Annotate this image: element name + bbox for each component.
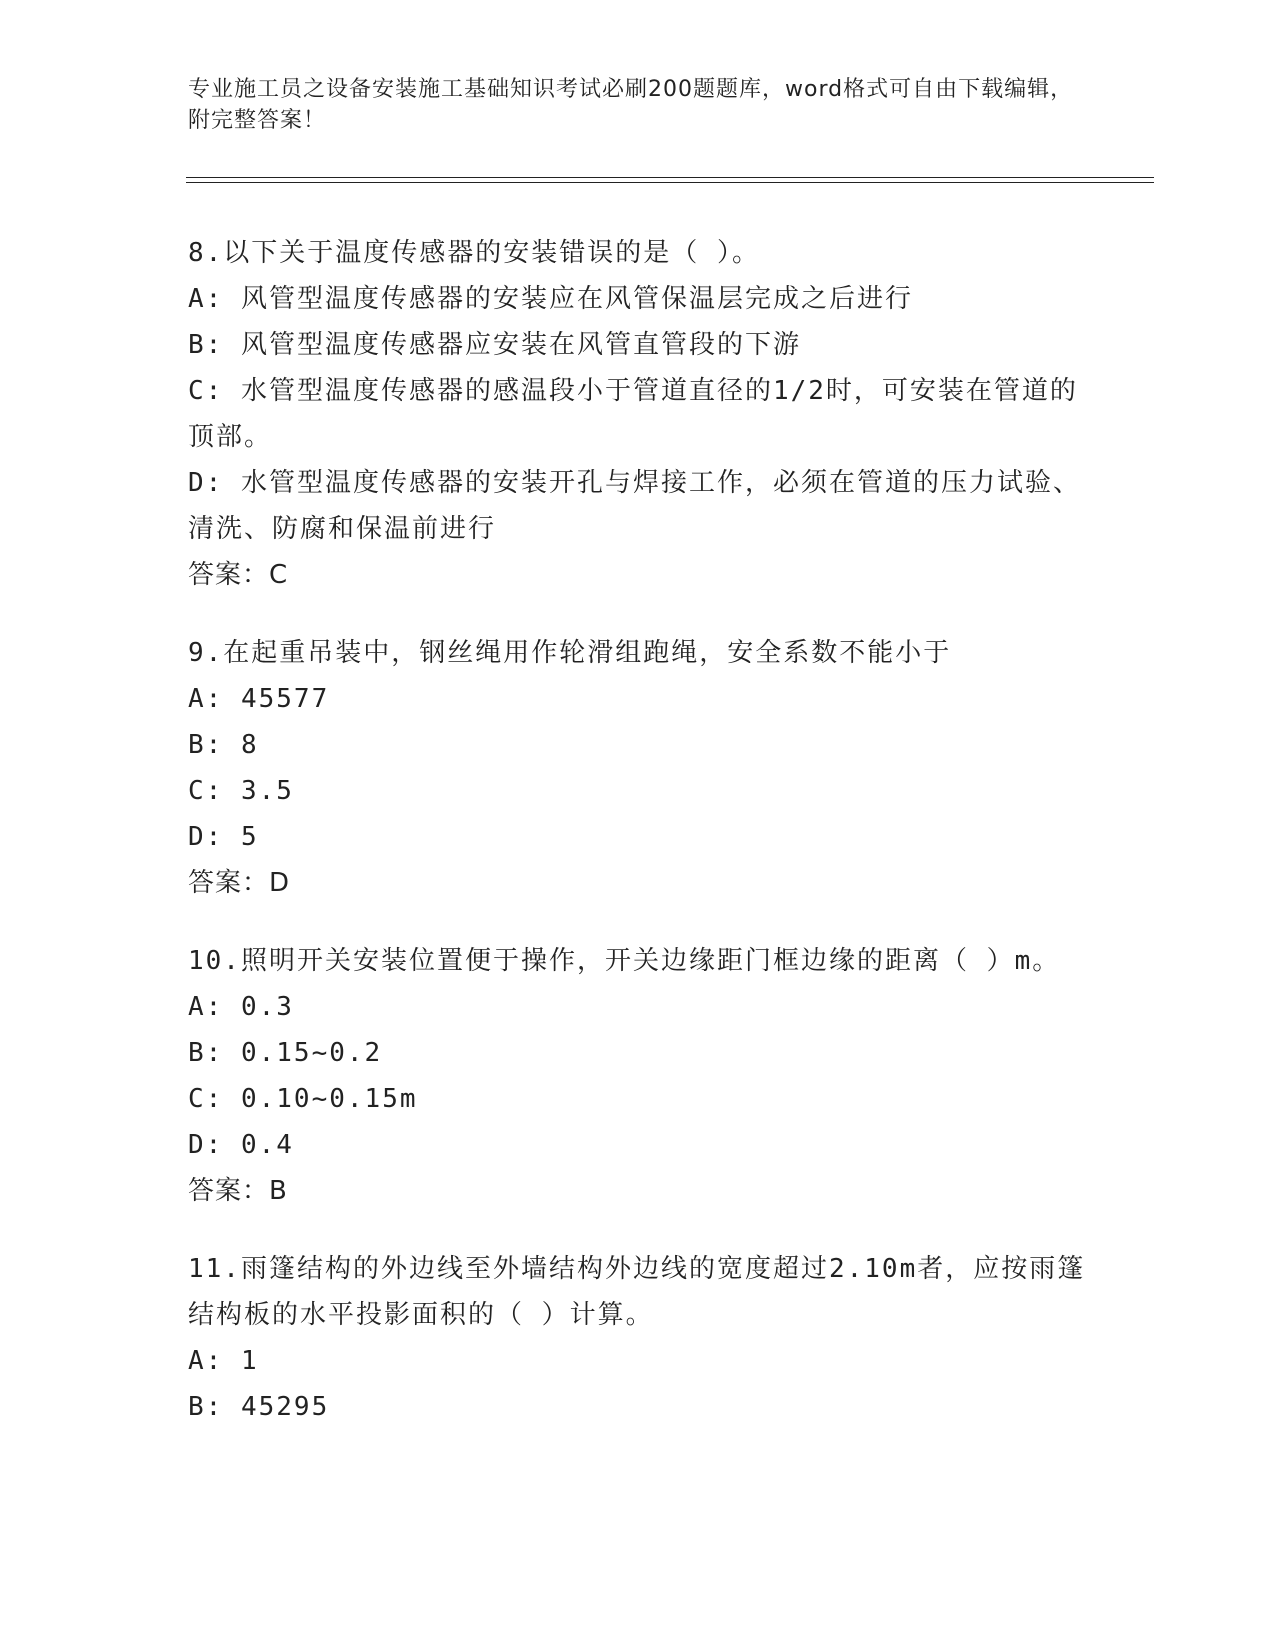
- option-letter: A :: [188, 284, 241, 314]
- option-b: [188, 722, 1088, 768]
- option-b: [188, 1030, 1088, 1076]
- option-text: 水管型温度传感器的安装开孔与焊接工作，必须在管道的压力试验、清洗、防腐和保温前进行: [188, 468, 1081, 544]
- option-text: 1: [240, 1346, 259, 1376]
- option-text: 0.4: [240, 1130, 294, 1160]
- option-text: 风管型温度传感器的安装应在风管保温层完成之后进行: [240, 284, 913, 314]
- page-title: 专业施工员之设备安装施工基础知识考试必刷200题题库，word格式可自由下载编辑，附完整答案！: [188, 77, 1074, 133]
- question-stem: 11.雨篷结构的外边线至外墙结构外边线的宽度超过2.10m者，应按雨篷结构板的水平投影面积的（ ）计算。: [188, 1254, 1086, 1330]
- option-d: [188, 814, 1088, 860]
- option-letter: A :: [188, 1346, 241, 1376]
- option-letter: C :: [188, 1084, 241, 1114]
- option-letter: C :: [188, 776, 241, 806]
- option-c: [188, 368, 1088, 460]
- option-b: [188, 322, 1088, 368]
- option-letter: D :: [188, 1130, 241, 1160]
- option-letter: A :: [188, 684, 241, 714]
- option-c: [188, 768, 1088, 814]
- option-letter: B :: [188, 1038, 241, 1068]
- option-d: [188, 1122, 1088, 1168]
- option-a: [188, 1338, 1088, 1384]
- option-text: 风管型温度传感器应安装在风管直管段的下游: [240, 330, 801, 360]
- answer: 答案：B: [188, 1176, 288, 1206]
- question-11: [188, 1246, 1088, 1430]
- option-letter: B :: [188, 1392, 241, 1422]
- answer: 答案：C: [188, 560, 289, 590]
- option-letter: D :: [188, 822, 241, 852]
- question-stem: 8.以下关于温度传感器的安装错误的是（ ）。: [188, 238, 760, 268]
- option-a: [188, 676, 1088, 722]
- header-double-rule: [186, 177, 1154, 183]
- question-stem: 10.照明开关安装位置便于操作，开关边缘距门框边缘的距离（ ）m。: [188, 946, 1061, 976]
- question-list: [188, 230, 1088, 1462]
- option-letter: B :: [188, 730, 241, 760]
- option-text: 水管型温度传感器的感温段小于管道直径的1/2时，可安装在管道的顶部。: [188, 376, 1078, 452]
- option-a: [188, 984, 1088, 1030]
- answer: 答案：D: [188, 868, 291, 898]
- question-10: [188, 938, 1088, 1214]
- option-text: 3.5: [240, 776, 294, 806]
- option-a: [188, 276, 1088, 322]
- option-letter: B :: [188, 330, 241, 360]
- question-stem: 9.在起重吊装中，钢丝绳用作轮滑组跑绳，安全系数不能小于: [188, 638, 952, 668]
- option-text: 0.3: [240, 992, 294, 1022]
- question-9: [188, 630, 1088, 906]
- option-letter: C :: [188, 376, 241, 406]
- option-text: 45295: [240, 1392, 330, 1422]
- option-letter: D :: [188, 468, 241, 498]
- option-text: 8: [240, 730, 259, 760]
- option-letter: A :: [188, 992, 241, 1022]
- option-text: 0.10~0.15m: [240, 1084, 418, 1114]
- option-text: 5: [240, 822, 259, 852]
- option-text: 0.15~0.2: [240, 1038, 383, 1068]
- question-8: [188, 230, 1088, 598]
- option-text: 45577: [240, 684, 330, 714]
- option-d: [188, 460, 1088, 552]
- option-b: [188, 1384, 1088, 1430]
- option-c: [188, 1076, 1088, 1122]
